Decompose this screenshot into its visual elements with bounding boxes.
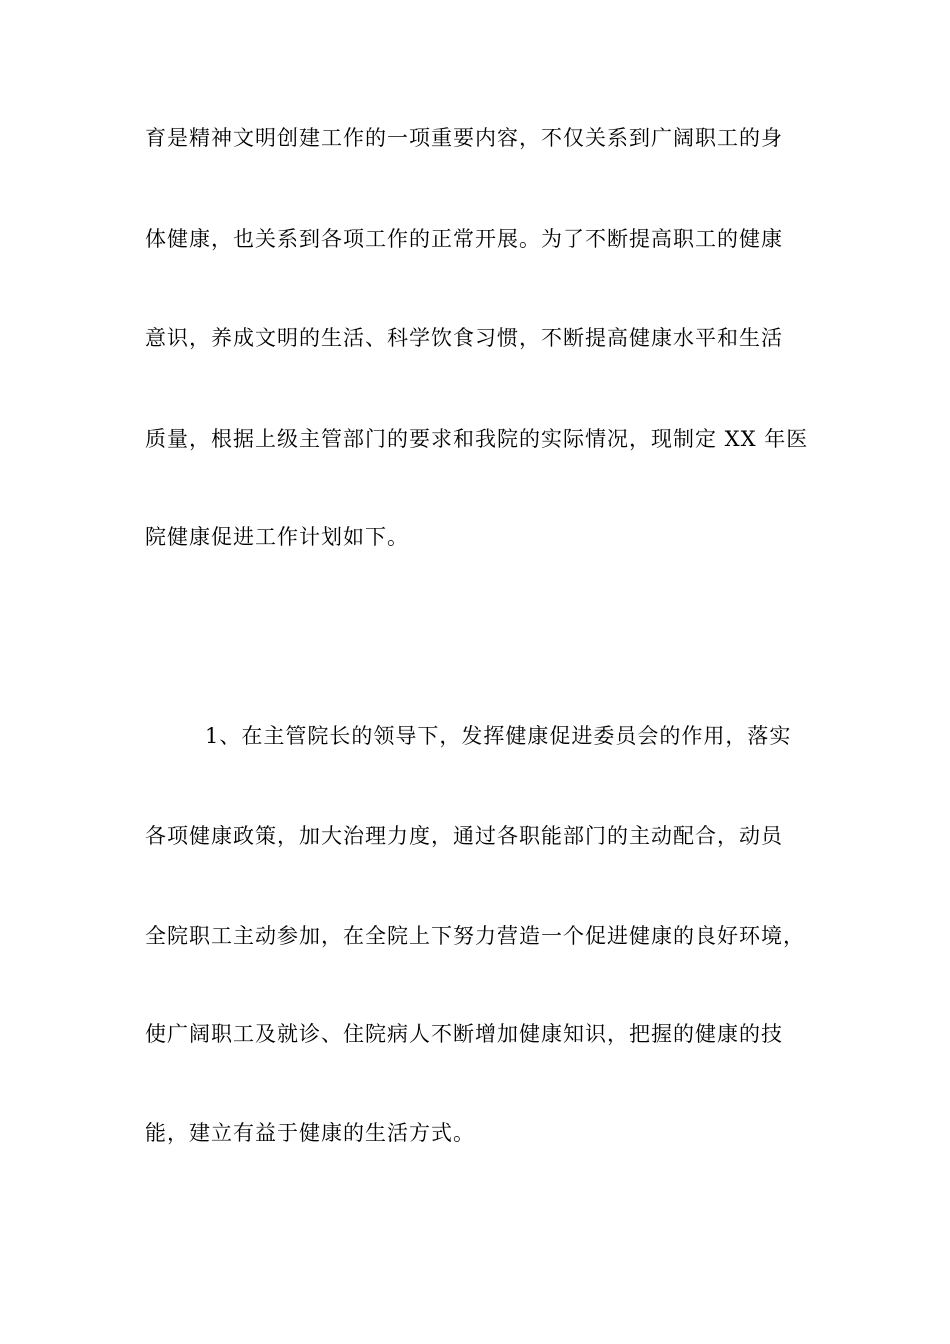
text-line: 使广阔职工及就诊、住院病人不断增加健康知识，把握的健康的技 <box>145 1022 783 1046</box>
text-line: 1、在主管院长的领导下，发挥健康促进委员会的作用，落实 <box>205 724 792 748</box>
text-line: 育是精神文明创建工作的一项重要内容，不仅关系到广阔职工的身 <box>145 126 783 150</box>
text-line: 体健康，也关系到各项工作的正常开展。为了不断提高职工的健康 <box>145 227 783 251</box>
text-line: 质量，根据上级主管部门的要求和我院的实际情况，现制定 XX 年医 <box>145 427 809 451</box>
text-line: 各项健康政策，加大治理力度，通过各职能部门的主动配合，动员 <box>145 824 783 848</box>
text-line: 全院职工主动参加，在全院上下努力营造一个促进健康的良好环境， <box>145 924 805 948</box>
text-line: 能，建立有益于健康的生活方式。 <box>145 1121 475 1145</box>
text-line: 意识，养成文明的生活、科学饮食习惯，不断提高健康水平和生活 <box>145 326 783 350</box>
text-line: 院健康促进工作计划如下。 <box>145 525 409 549</box>
